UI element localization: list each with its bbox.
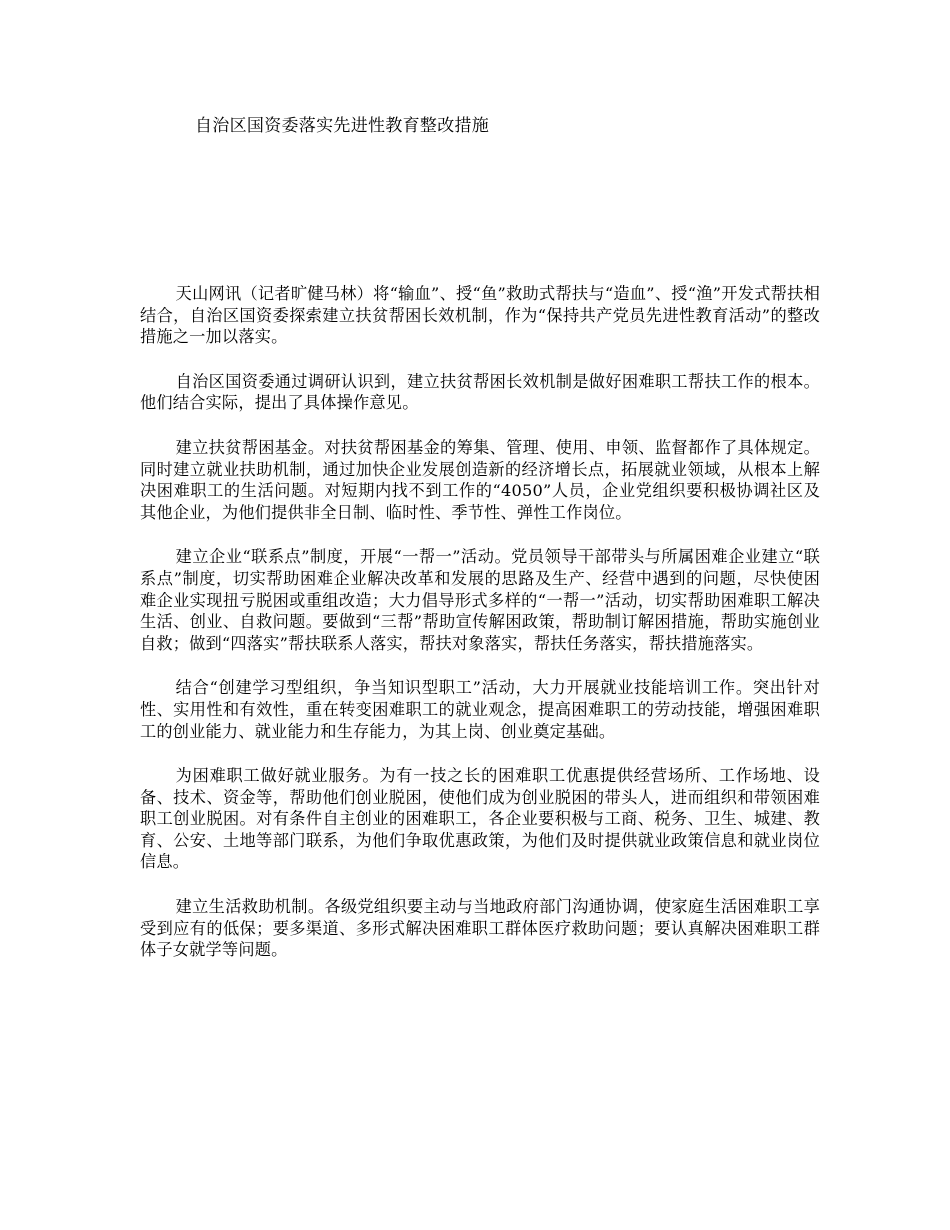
- paragraph-5: 结合“创建学习型组织，争当知识型职工”活动，大力开展就业技能培训工作。突出针对性、实用性和有效性，重在转变困难职工的就业观念，提高困难职工的劳动技能，增强困难职工的创业能力、就业能力和生存能力，为其上岗、创业奠定基础。: [140, 678, 820, 741]
- paragraph-6: 为困难职工做好就业服务。为有一技之长的困难职工优惠提供经营场所、工作场地、设备、技术、资金等，帮助他们创业脱困，使他们成为创业脱困的带头人，进而组织和带领困难职工创业脱困。对有条件自主创业的困难职工，各企业要积极与工商、税务、卫生、城建、教育、公安、土地等部门联系，为他们争取优惠政策，为他们及时提供就业政策信息和就业岗位信息。: [140, 766, 820, 872]
- document-title: 自治区国资委落实先进性教育整改措施: [195, 116, 490, 136]
- paragraph-1: 天山网讯（记者旷健马林）将“输血”、授“鱼”救助式帮扶与“造血”、授“渔”开发式帮扶相结合，自治区国资委探索建立扶贫帮困长效机制，作为“保持共产党员先进性教育活动”的整改措施之一加以落实。: [140, 284, 820, 347]
- paragraph-4: 建立企业“联系点”制度，开展“一帮一”活动。党员领导干部带头与所属困难企业建立“联系点”制度，切实帮助困难企业解决改革和发展的思路及生产、经营中遇到的问题，尽快使困难企业实现扭亏脱困或重组改造；大力倡导形式多样的“一帮一”活动，切实帮助困难职工解决生活、创业、自救问题。要做到“三帮”帮助宣传解困政策，帮助制订解困措施，帮助实施创业自救；做到“四落实”帮扶联系人落实，帮扶对象落实，帮扶任务落实，帮扶措施落实。: [140, 547, 820, 653]
- paragraph-7: 建立生活救助机制。各级党组织要主动与当地政府部门沟通协调，使家庭生活困难职工享受到应有的低保；要多渠道、多形式解决困难职工群体医疗救助问题；要认真解决困难职工群体子女就学等问题。: [140, 897, 820, 960]
- document-body: [140, 283, 820, 984]
- paragraph-2: 自治区国资委通过调研认识到，建立扶贫帮困长效机制是做好困难职工帮扶工作的根本。他们结合实际，提出了具体操作意见。: [140, 371, 820, 413]
- paragraph-3: 建立扶贫帮困基金。对扶贫帮困基金的筹集、管理、使用、申领、监督都作了具体规定。同时建立就业扶助机制，通过加快企业发展创造新的经济增长点，拓展就业领域，从根本上解决困难职工的生活问题。对短期内找不到工作的“4050”人员，企业党组织要积极协调社区及其他企业，为他们提供非全日制、临时性、季节性、弹性工作岗位。: [140, 437, 820, 522]
